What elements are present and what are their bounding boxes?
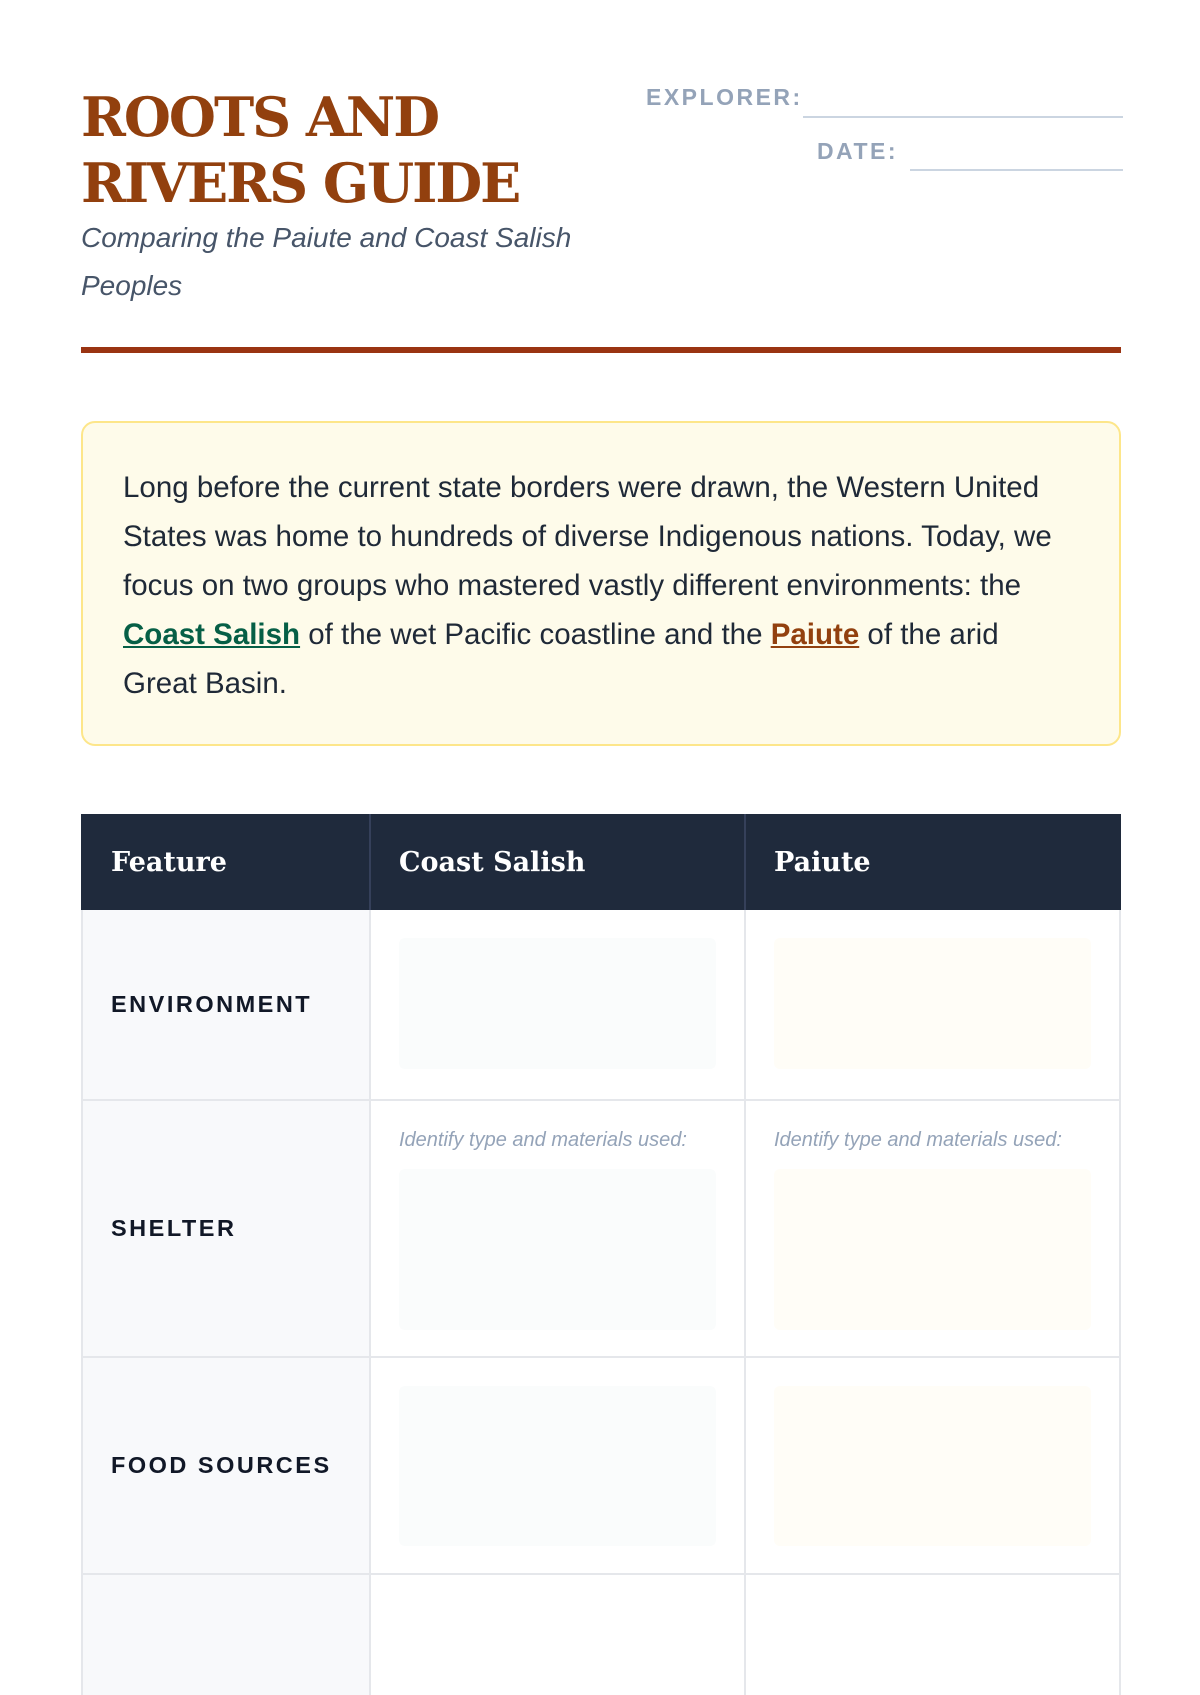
feature-cell <box>81 1101 371 1356</box>
coast-salish-cell <box>371 1358 746 1573</box>
paiute-cell <box>746 1358 1121 1573</box>
intro-text-start: Long before the current state borders were drawn, the Western United States was home to hundreds of diverse Indigenous nations. Today, we focus on two groups who mastered vastly different environments: the <box>123 471 1052 602</box>
page-title: ROOTS AND RIVERS GUIDE <box>81 85 520 215</box>
environment-paiute-answer[interactable] <box>774 938 1091 1069</box>
shelter-hint: Identify type and materials used: <box>774 1129 1062 1151</box>
worksheet-header <box>81 80 1121 330</box>
food-paiute-answer[interactable] <box>774 1386 1091 1546</box>
explorer-name-field[interactable] <box>803 116 1123 118</box>
table-row-environment <box>81 910 1121 1101</box>
food-coast-salish-answer[interactable] <box>399 1386 716 1546</box>
header-paiute-label: Paiute <box>774 846 871 878</box>
coast-salish-term: Coast Salish <box>123 618 301 651</box>
paiute-cell <box>746 1101 1121 1356</box>
feature-label: FOOD SOURCES <box>111 1452 332 1478</box>
coast-salish-cell <box>371 910 746 1099</box>
coast-salish-cell <box>371 1575 746 1695</box>
shelter-coast-salish-answer[interactable] <box>399 1169 716 1330</box>
header-feature-label: Feature <box>111 846 227 878</box>
paiute-term: Paiute <box>770 618 860 651</box>
header-coast-salish-label: Coast Salish <box>399 846 586 878</box>
table-row-shelter <box>81 1101 1121 1358</box>
paiute-cell <box>746 910 1121 1099</box>
page-subtitle: Comparing the Paiute and Coast Salish Peoples <box>81 222 572 301</box>
feature-cell <box>81 910 371 1099</box>
coast-salish-cell <box>371 1101 746 1356</box>
feature-cell <box>81 1358 371 1573</box>
date-label: DATE: <box>816 138 898 164</box>
comparison-table <box>81 814 1121 1695</box>
intro-text-end: of the arid Great Basin. <box>123 618 999 700</box>
table-row-partial <box>81 1575 1121 1695</box>
paiute-cell <box>746 1575 1121 1695</box>
header-cell-feature <box>81 814 371 910</box>
header-cell-coast-salish <box>371 814 746 910</box>
feature-label: ENVIRONMENT <box>111 991 313 1017</box>
header-divider <box>81 347 1121 353</box>
explorer-label: EXPLORER: <box>646 84 803 110</box>
intro-paragraph <box>123 463 1079 708</box>
date-field[interactable] <box>910 169 1123 171</box>
intro-box <box>81 421 1121 746</box>
intro-text-middle: of the wet Pacific coastline and the <box>300 618 771 651</box>
shelter-hint: Identify type and materials used: <box>399 1129 687 1151</box>
feature-cell <box>81 1575 371 1695</box>
feature-label: SHELTER <box>111 1215 237 1241</box>
environment-coast-salish-answer[interactable] <box>399 938 716 1069</box>
shelter-paiute-answer[interactable] <box>774 1169 1091 1330</box>
header-cell-paiute <box>746 814 1121 910</box>
table-row-food-sources <box>81 1358 1121 1575</box>
table-header-row <box>81 814 1121 910</box>
